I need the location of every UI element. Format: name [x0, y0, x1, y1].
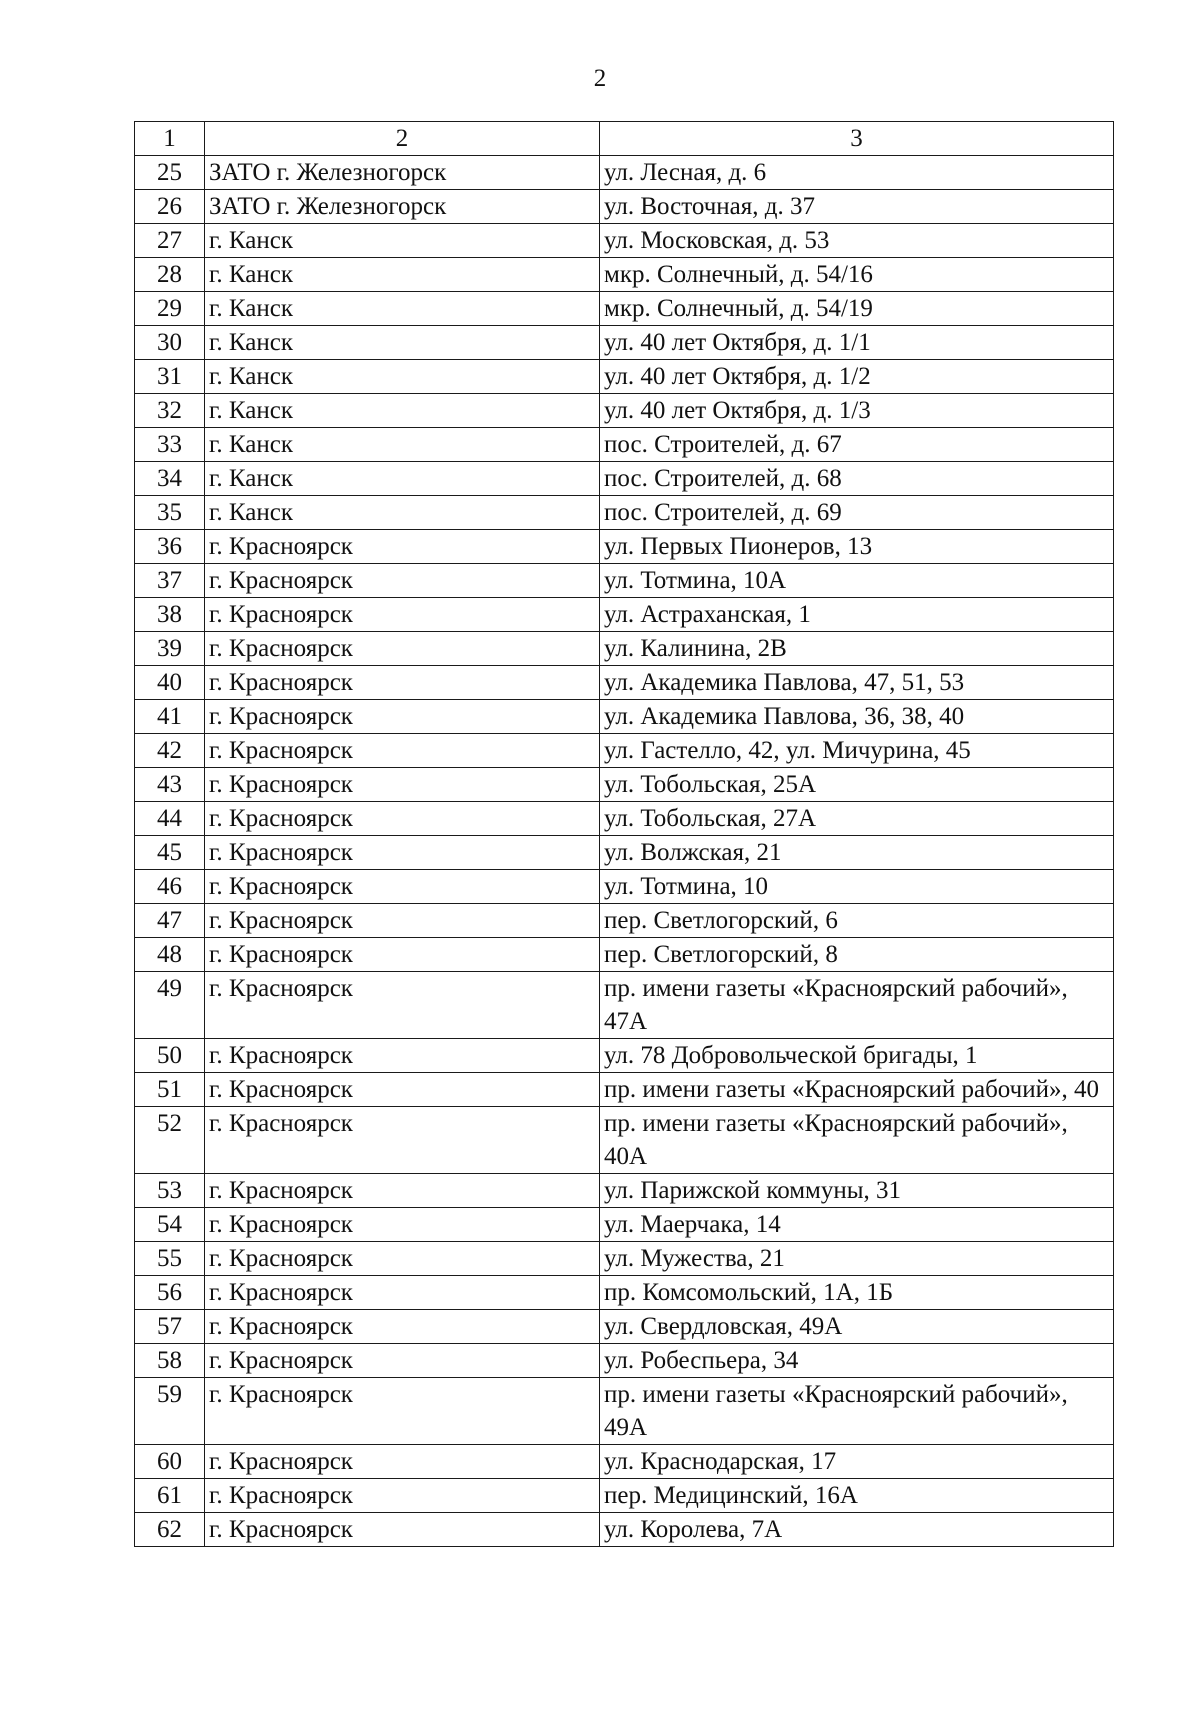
- row-locality: г. Красноярск: [205, 1174, 600, 1208]
- row-number: 48: [135, 938, 205, 972]
- table-row: [135, 496, 1114, 530]
- table-row: [135, 598, 1114, 632]
- table-row: [135, 1344, 1114, 1378]
- row-locality: г. Красноярск: [205, 700, 600, 734]
- row-number: 26: [135, 190, 205, 224]
- row-number: 46: [135, 870, 205, 904]
- row-locality: г. Красноярск: [205, 1310, 600, 1344]
- row-number: 40: [135, 666, 205, 700]
- row-locality: г. Красноярск: [205, 1242, 600, 1276]
- row-number: 34: [135, 462, 205, 496]
- row-locality: г. Красноярск: [205, 1276, 600, 1310]
- row-address: ул. Краснодарская, 17: [600, 1445, 1114, 1479]
- row-locality: г. Красноярск: [205, 904, 600, 938]
- row-number: 35: [135, 496, 205, 530]
- row-locality: г. Красноярск: [205, 598, 600, 632]
- row-locality: г. Красноярск: [205, 1107, 600, 1174]
- row-number: 44: [135, 802, 205, 836]
- row-locality: г. Красноярск: [205, 1344, 600, 1378]
- row-number: 36: [135, 530, 205, 564]
- row-address: пр. имени газеты «Красноярский рабочий», 47А: [600, 972, 1114, 1039]
- row-address: ул. Тотмина, 10А: [600, 564, 1114, 598]
- row-address: ул. Академика Павлова, 47, 51, 53: [600, 666, 1114, 700]
- table-row: [135, 428, 1114, 462]
- row-locality: г. Красноярск: [205, 530, 600, 564]
- table-row: [135, 530, 1114, 564]
- row-address: ул. Парижской коммуны, 31: [600, 1174, 1114, 1208]
- row-locality: г. Красноярск: [205, 870, 600, 904]
- row-number: 53: [135, 1174, 205, 1208]
- row-address: ул. Королева, 7А: [600, 1513, 1114, 1547]
- table-row: [135, 938, 1114, 972]
- row-locality: г. Канск: [205, 428, 600, 462]
- row-number: 38: [135, 598, 205, 632]
- row-locality: г. Канск: [205, 292, 600, 326]
- row-number: 28: [135, 258, 205, 292]
- row-locality: г. Канск: [205, 326, 600, 360]
- row-address: ул. Калинина, 2В: [600, 632, 1114, 666]
- row-locality: г. Красноярск: [205, 768, 600, 802]
- table-row: [135, 632, 1114, 666]
- row-number: 55: [135, 1242, 205, 1276]
- table-row: [135, 564, 1114, 598]
- row-address: пос. Строителей, д. 68: [600, 462, 1114, 496]
- table-row: [135, 768, 1114, 802]
- row-locality: г. Канск: [205, 360, 600, 394]
- row-locality: г. Красноярск: [205, 666, 600, 700]
- row-number: 51: [135, 1073, 205, 1107]
- table-header-row: [135, 122, 1114, 156]
- table-row: [135, 1174, 1114, 1208]
- row-address: ул. Московская, д. 53: [600, 224, 1114, 258]
- row-locality: г. Канск: [205, 224, 600, 258]
- table-row: [135, 224, 1114, 258]
- row-locality: ЗАТО г. Железногорск: [205, 190, 600, 224]
- row-address: ул. 40 лет Октября, д. 1/2: [600, 360, 1114, 394]
- row-number: 27: [135, 224, 205, 258]
- table-row: [135, 1445, 1114, 1479]
- row-locality: г. Красноярск: [205, 938, 600, 972]
- table-row: [135, 292, 1114, 326]
- row-number: 47: [135, 904, 205, 938]
- table-body: [135, 156, 1114, 1547]
- row-number: 52: [135, 1107, 205, 1174]
- table-row: [135, 1208, 1114, 1242]
- row-number: 60: [135, 1445, 205, 1479]
- row-number: 32: [135, 394, 205, 428]
- table-row: [135, 1479, 1114, 1513]
- row-address: пос. Строителей, д. 69: [600, 496, 1114, 530]
- row-address: ул. Тотмина, 10: [600, 870, 1114, 904]
- row-address: пр. имени газеты «Красноярский рабочий», 40: [600, 1073, 1114, 1107]
- column-header-locality: 2: [205, 122, 600, 156]
- row-locality: ЗАТО г. Железногорск: [205, 156, 600, 190]
- row-number: 43: [135, 768, 205, 802]
- table-row: [135, 734, 1114, 768]
- row-number: 58: [135, 1344, 205, 1378]
- row-number: 45: [135, 836, 205, 870]
- row-locality: г. Красноярск: [205, 1445, 600, 1479]
- column-header-address: 3: [600, 122, 1114, 156]
- row-number: 31: [135, 360, 205, 394]
- page-number: 2: [593, 65, 607, 92]
- row-locality: г. Красноярск: [205, 802, 600, 836]
- row-number: 57: [135, 1310, 205, 1344]
- table-row: [135, 700, 1114, 734]
- row-address: пр. Комсомольский, 1А, 1Б: [600, 1276, 1114, 1310]
- row-locality: г. Красноярск: [205, 1513, 600, 1547]
- row-number: 37: [135, 564, 205, 598]
- row-address: мкр. Солнечный, д. 54/19: [600, 292, 1114, 326]
- row-locality: г. Красноярск: [205, 1073, 600, 1107]
- row-number: 30: [135, 326, 205, 360]
- row-address: пос. Строителей, д. 67: [600, 428, 1114, 462]
- table-row: [135, 258, 1114, 292]
- row-locality: г. Красноярск: [205, 734, 600, 768]
- row-locality: г. Красноярск: [205, 1039, 600, 1073]
- table-row: [135, 394, 1114, 428]
- row-address: ул. Маерчака, 14: [600, 1208, 1114, 1242]
- row-address: ул. Свердловская, 49А: [600, 1310, 1114, 1344]
- table-row: [135, 326, 1114, 360]
- row-address: ул. Астраханская, 1: [600, 598, 1114, 632]
- row-address: пер. Светлогорский, 8: [600, 938, 1114, 972]
- row-locality: г. Красноярск: [205, 1479, 600, 1513]
- row-address: ул. Тобольская, 27А: [600, 802, 1114, 836]
- row-address: пер. Медицинский, 16А: [600, 1479, 1114, 1513]
- table-row: [135, 1107, 1114, 1174]
- table-row: [135, 666, 1114, 700]
- row-number: 56: [135, 1276, 205, 1310]
- row-number: 33: [135, 428, 205, 462]
- row-address: ул. Лесная, д. 6: [600, 156, 1114, 190]
- row-address: пр. имени газеты «Красноярский рабочий», 49А: [600, 1378, 1114, 1445]
- row-address: ул. Первых Пионеров, 13: [600, 530, 1114, 564]
- column-header-number: 1: [135, 122, 205, 156]
- row-address: мкр. Солнечный, д. 54/16: [600, 258, 1114, 292]
- table-row: [135, 156, 1114, 190]
- row-address: ул. Гастелло, 42, ул. Мичурина, 45: [600, 734, 1114, 768]
- table-row: [135, 802, 1114, 836]
- row-number: 61: [135, 1479, 205, 1513]
- table-row: [135, 1310, 1114, 1344]
- row-address: ул. Робеспьера, 34: [600, 1344, 1114, 1378]
- table-row: [135, 1513, 1114, 1547]
- row-locality: г. Красноярск: [205, 1378, 600, 1445]
- row-address: ул. 40 лет Октября, д. 1/1: [600, 326, 1114, 360]
- row-address: ул. Тобольская, 25А: [600, 768, 1114, 802]
- row-number: 50: [135, 1039, 205, 1073]
- row-address: пер. Светлогорский, 6: [600, 904, 1114, 938]
- address-table: [134, 121, 1114, 1547]
- row-number: 54: [135, 1208, 205, 1242]
- row-address: ул. Волжская, 21: [600, 836, 1114, 870]
- row-number: 59: [135, 1378, 205, 1445]
- row-locality: г. Канск: [205, 462, 600, 496]
- table-row: [135, 972, 1114, 1039]
- table-row: [135, 836, 1114, 870]
- row-locality: г. Канск: [205, 394, 600, 428]
- row-address: ул. 40 лет Октября, д. 1/3: [600, 394, 1114, 428]
- row-number: 25: [135, 156, 205, 190]
- table-row: [135, 1073, 1114, 1107]
- table-row: [135, 870, 1114, 904]
- table-row: [135, 462, 1114, 496]
- row-locality: г. Красноярск: [205, 632, 600, 666]
- row-address: ул. Академика Павлова, 36, 38, 40: [600, 700, 1114, 734]
- row-locality: г. Канск: [205, 258, 600, 292]
- row-address: ул. Восточная, д. 37: [600, 190, 1114, 224]
- row-number: 62: [135, 1513, 205, 1547]
- row-address: ул. Мужества, 21: [600, 1242, 1114, 1276]
- table-row: [135, 904, 1114, 938]
- row-number: 41: [135, 700, 205, 734]
- row-number: 29: [135, 292, 205, 326]
- table-row: [135, 1242, 1114, 1276]
- row-locality: г. Красноярск: [205, 836, 600, 870]
- table-row: [135, 1276, 1114, 1310]
- row-number: 49: [135, 972, 205, 1039]
- row-locality: г. Красноярск: [205, 972, 600, 1039]
- table-row: [135, 1039, 1114, 1073]
- table-row: [135, 190, 1114, 224]
- table-row: [135, 1378, 1114, 1445]
- row-locality: г. Красноярск: [205, 1208, 600, 1242]
- row-address: ул. 78 Добровольческой бригады, 1: [600, 1039, 1114, 1073]
- row-locality: г. Канск: [205, 496, 600, 530]
- row-number: 39: [135, 632, 205, 666]
- row-address: пр. имени газеты «Красноярский рабочий», 40А: [600, 1107, 1114, 1174]
- row-locality: г. Красноярск: [205, 564, 600, 598]
- table-row: [135, 360, 1114, 394]
- row-number: 42: [135, 734, 205, 768]
